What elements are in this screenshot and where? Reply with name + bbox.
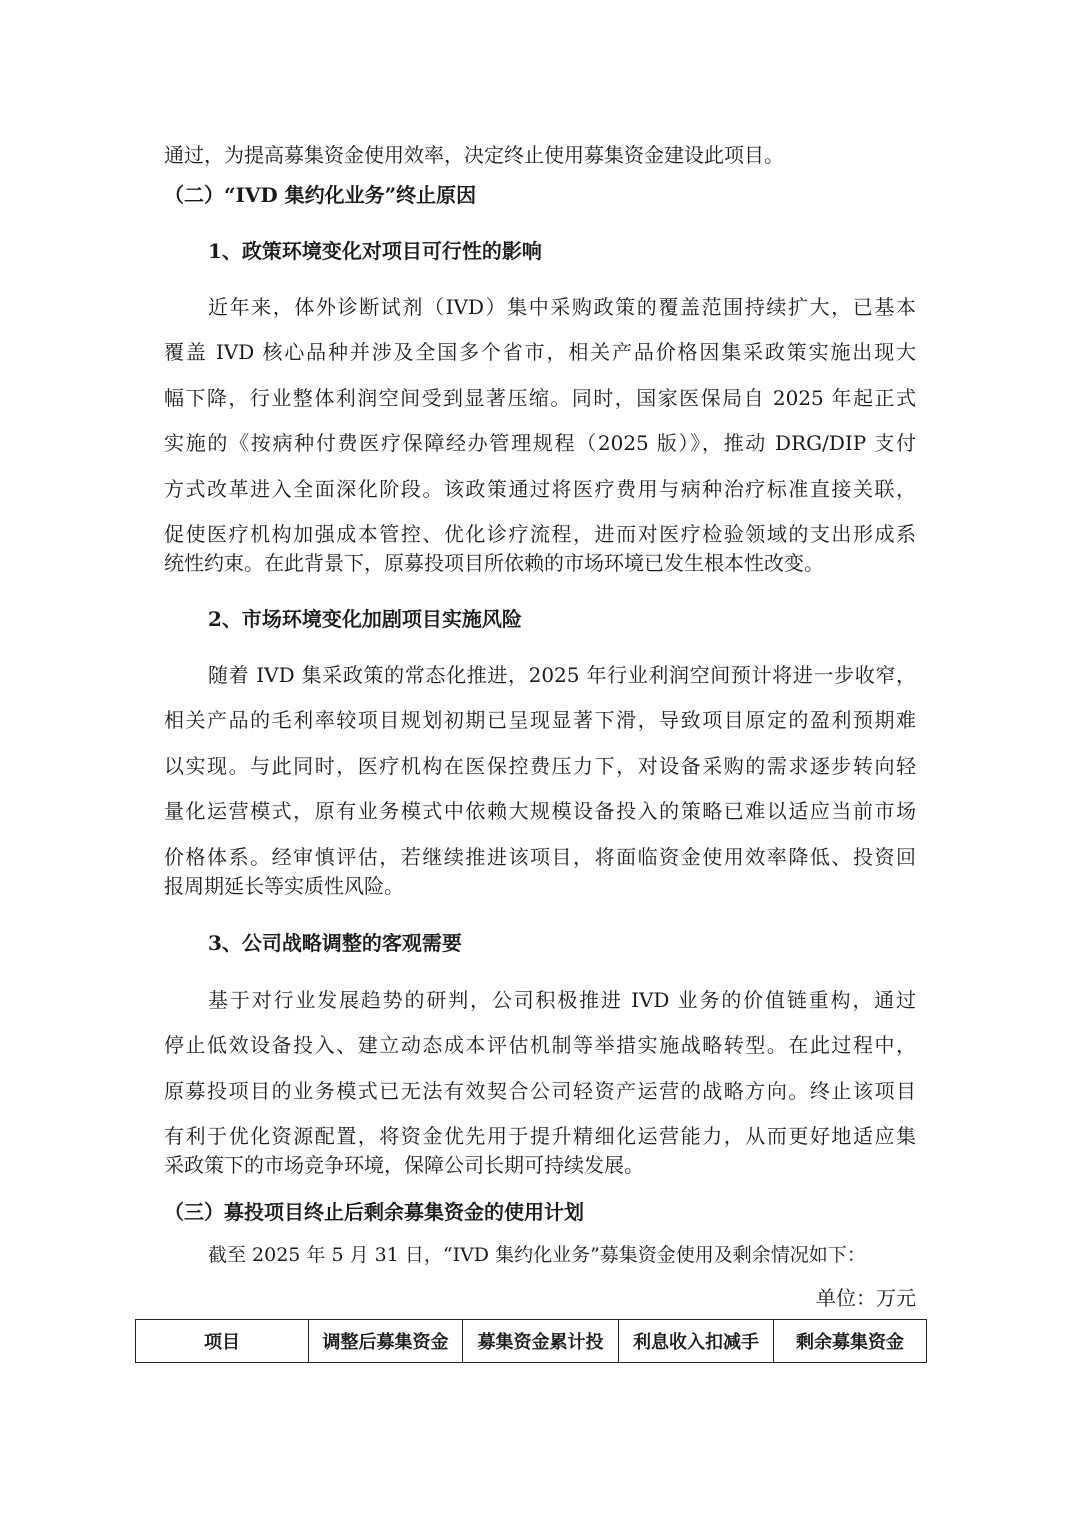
section-heading: （三）募投项目终止后剩余募集资金的使用计划 [164, 1200, 584, 1224]
paragraph-line: 促使医疗机构加强成本管控、优化诊疗流程，进而对医疗检验领域的支出形成系 [164, 522, 916, 546]
table-header-cell: 利息收入扣减手 [619, 1320, 774, 1363]
paragraph-line: 相关产品的毛利率较项目规划初期已呈现显著下滑，导致项目原定的盈利预期难 [164, 708, 916, 732]
subsection-heading: 2、市场环境变化加剧项目实施风险 [208, 607, 522, 631]
paragraph-line: 原募投项目的业务模式已无法有效契合公司轻资产运营的战略方向。终止该项目 [164, 1079, 916, 1103]
paragraph-line: 报周期延长等实质性风险。 [164, 874, 404, 898]
paragraph-line: 价格体系。经审慎评估，若继续推进该项目，将面临资金使用效率降低、投资回 [164, 845, 916, 869]
paragraph-line: 停止低效设备投入、建立动态成本评估机制等举措实施战略转型。在此过程中， [164, 1033, 916, 1057]
unit-label: 单位：万元 [816, 1286, 916, 1310]
paragraph-line: 随着 IVD 集采政策的常态化推进，2025 年行业利润空间预计将进一步收窄， [208, 663, 916, 687]
paragraph-line: 以实现。与此同时，医疗机构在医保控费压力下，对设备采购的需求逐步转向轻 [164, 754, 916, 778]
table-header-cell: 剩余募集资金 [774, 1320, 927, 1363]
paragraph-line: 幅下降，行业整体利润空间受到显著压缩。同时，国家医保局自 2025 年起正式 [164, 386, 916, 410]
paragraph-line: 统性约束。在此背景下，原募投项目所依赖的市场环境已发生根本性改变。 [164, 551, 824, 575]
subsection-heading: 3、公司战略调整的客观需要 [208, 931, 462, 955]
paragraph-line: 采政策下的市场竞争环境，保障公司长期可持续发展。 [164, 1153, 644, 1177]
section-heading: （二）“IVD 集约化业务”终止原因 [164, 183, 477, 207]
paragraph-line: 基于对行业发展趋势的研判，公司积极推进 IVD 业务的价值链重构，通过 [208, 988, 916, 1012]
paragraph-line: 方式改革进入全面深化阶段。该政策通过将医疗费用与病种治疗标准直接关联， [164, 477, 916, 501]
table-header-cell: 募集资金累计投 [463, 1320, 619, 1363]
paragraph-line: 量化运营模式，原有业务模式中依赖大规模设备投入的策略已难以适应当前市场 [164, 799, 916, 823]
table-header-cell: 项目 [136, 1320, 309, 1363]
paragraph-line: 实施的《按病种付费医疗保障经办管理规程（2025 版）》，推动 DRG/DIP 支付 [164, 431, 916, 455]
table-header-row [136, 1320, 927, 1363]
subsection-heading: 1、政策环境变化对项目可行性的影响 [208, 239, 542, 263]
paragraph-line: 通过，为提高募集资金使用效率，决定终止使用募集资金建设此项目。 [164, 143, 784, 167]
paragraph-line: 截至 2025 年 5 月 31 日，“IVD 集约化业务”募集资金使用及剩余情况如下： [208, 1244, 866, 1266]
paragraph-line: 覆盖 IVD 核心品种并涉及全国多个省市，相关产品价格因集采政策实施出现大 [164, 340, 916, 364]
funds-table [135, 1319, 927, 1363]
paragraph-line: 有利于优化资源配置，将资金优先用于提升精细化运营能力，从而更好地适应集 [164, 1124, 916, 1148]
paragraph-line: 近年来，体外诊断试剂（IVD）集中采购政策的覆盖范围持续扩大，已基本 [208, 295, 916, 319]
table-header-cell: 调整后募集资金 [309, 1320, 463, 1363]
